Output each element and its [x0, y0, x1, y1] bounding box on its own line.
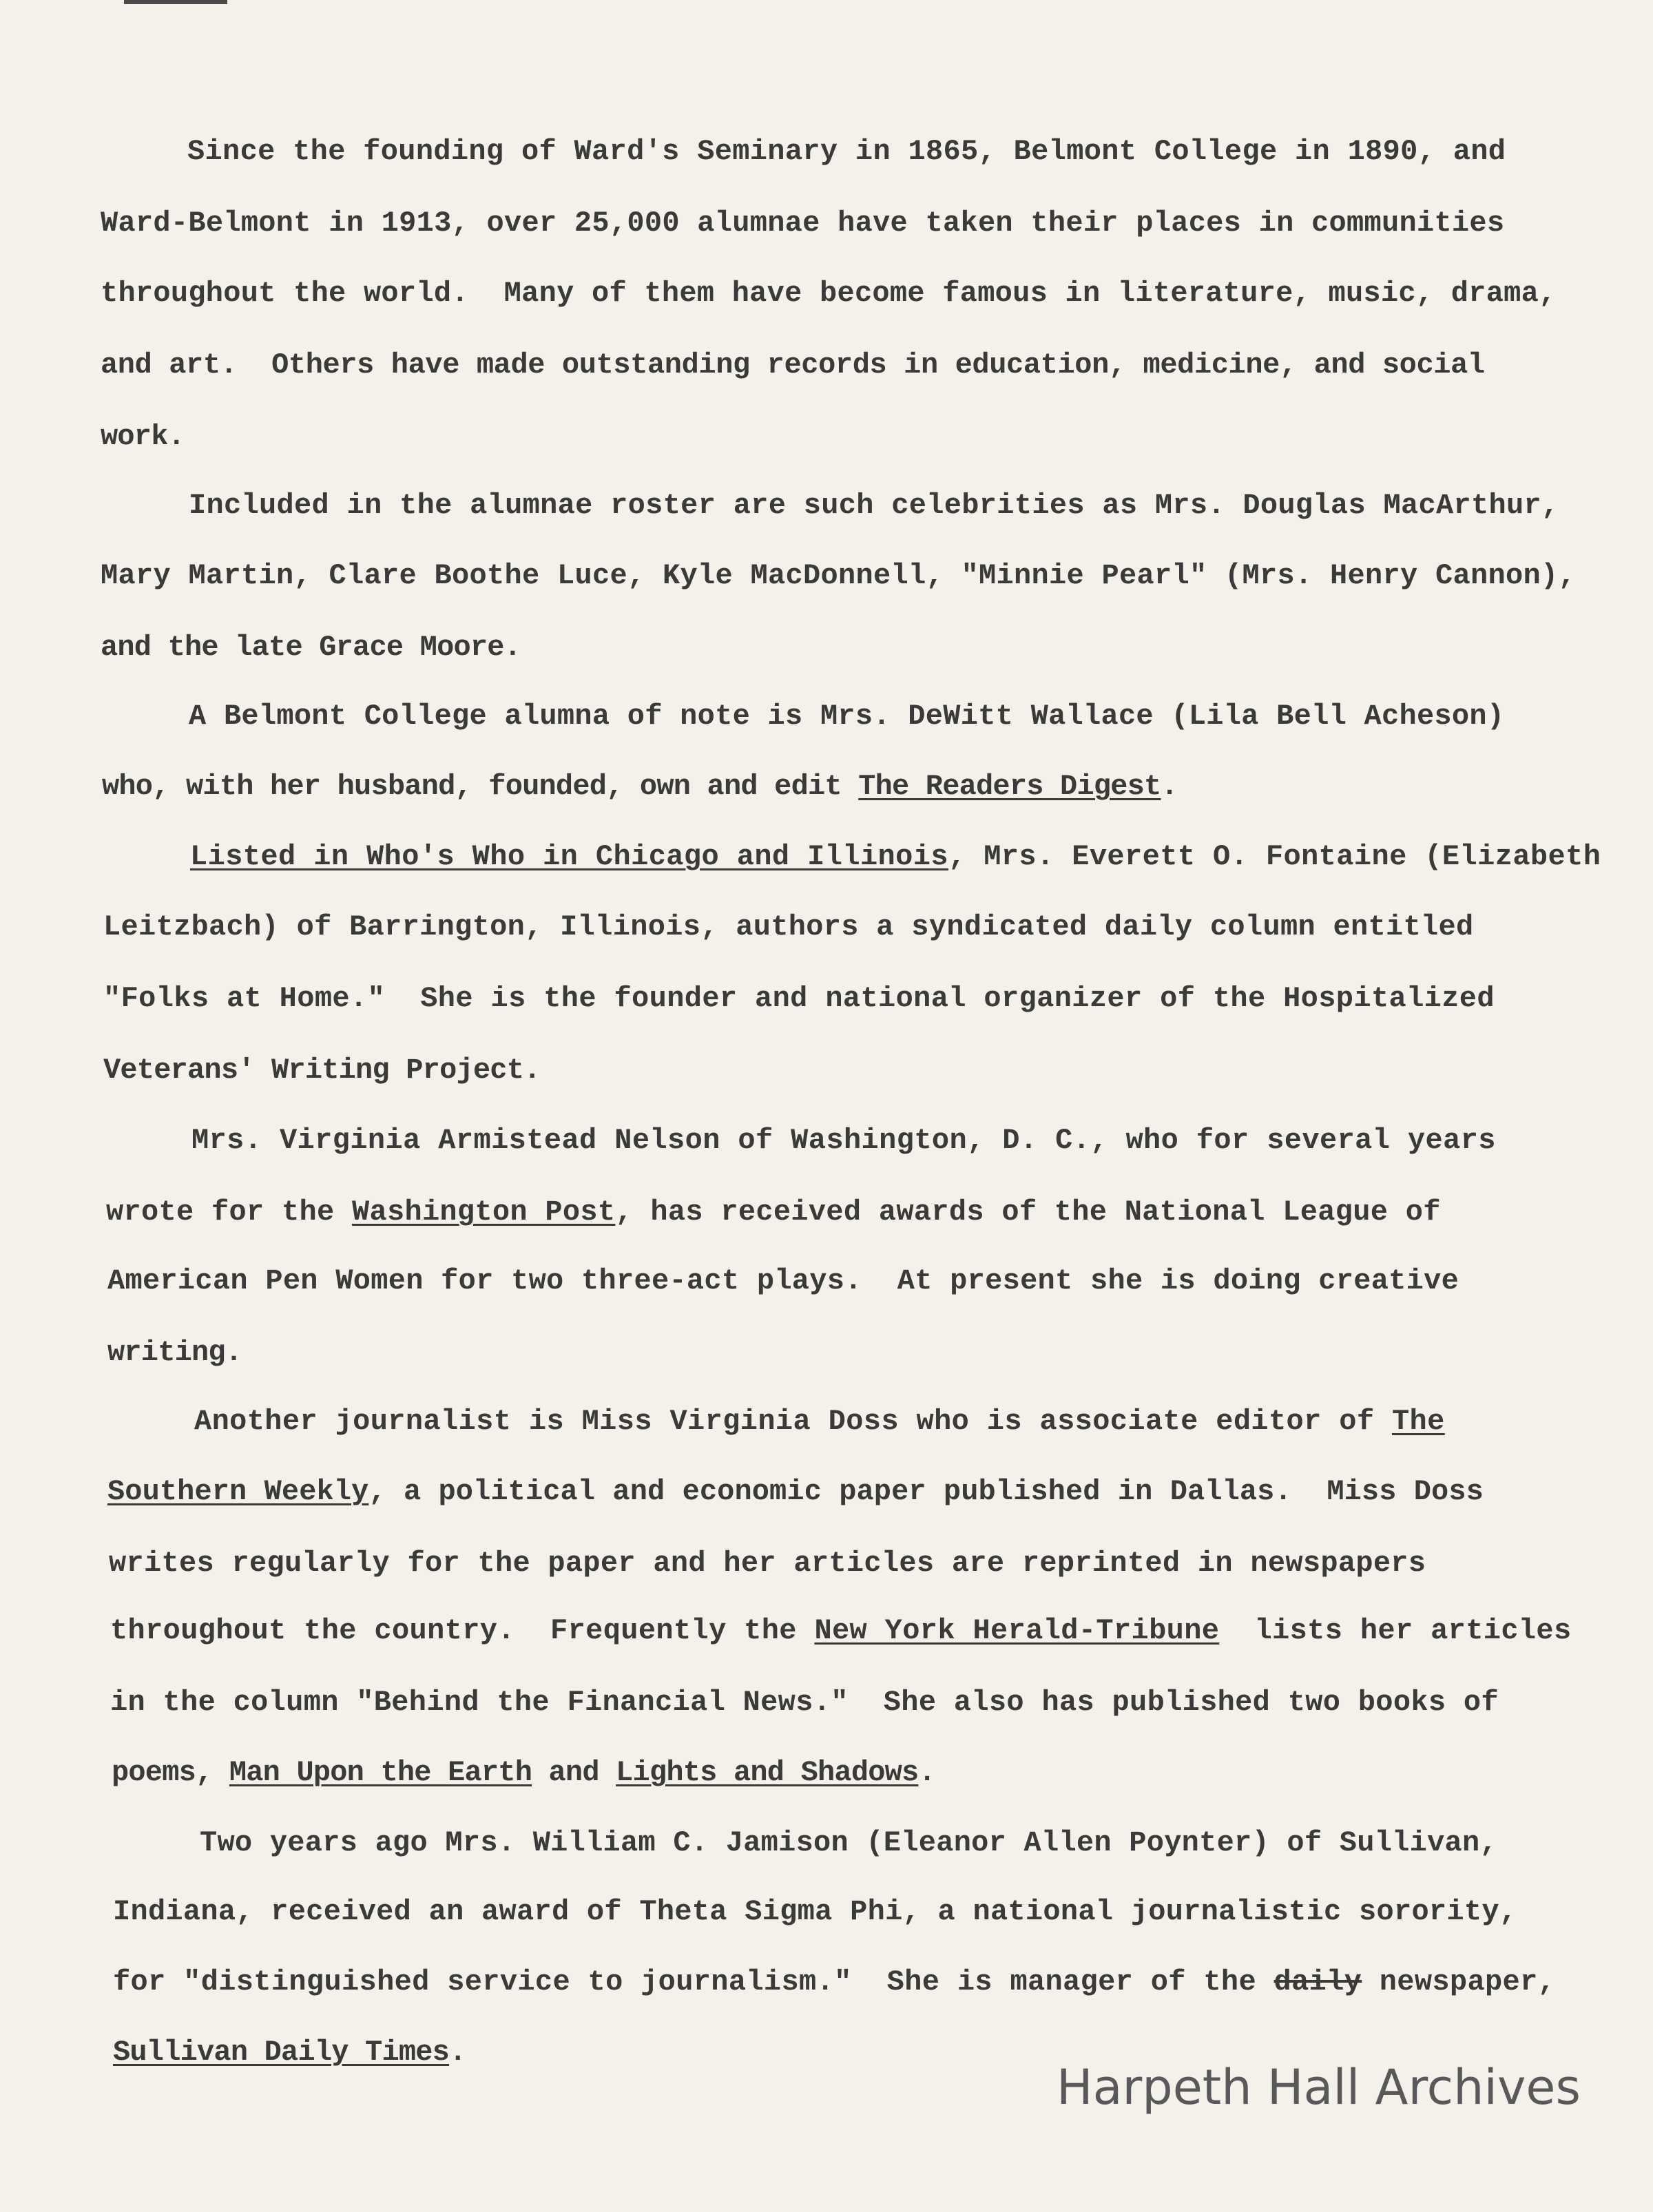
- struck-word: daily: [1273, 1965, 1362, 1999]
- text-line: [189, 700, 1504, 733]
- text-line: [101, 631, 521, 664]
- text-segment: wrote for the: [106, 1196, 352, 1229]
- text-line: [101, 559, 1576, 592]
- text-line: [102, 770, 1178, 803]
- text-segment: Mary Martin, Clare Boothe Luce, Kyle MacDonnell, "Minnie Pearl" (Mrs. Henry Cannon),: [101, 559, 1576, 592]
- text-line: [101, 420, 185, 453]
- text-segment: American Pen Women for two three-act plays. At present she is doing creative: [107, 1264, 1459, 1297]
- text-line: [101, 277, 1557, 310]
- underlined-title: Southern Weekly: [107, 1475, 369, 1508]
- text-segment: .: [1161, 770, 1178, 803]
- text-line: [106, 1196, 1441, 1229]
- underlined-title: Lights and Shadows: [616, 1756, 919, 1789]
- text-segment: who, with her husband, founded, own and edit: [102, 770, 859, 803]
- text-segment: Another journalist is Miss Virginia Doss who is associate editor of: [194, 1405, 1392, 1438]
- text-segment: and art. Others have made outstanding records in education, medicine, and social: [101, 348, 1485, 382]
- text-line: [194, 1405, 1445, 1438]
- text-line: [107, 1475, 1484, 1508]
- text-line: [113, 1965, 1555, 1999]
- text-line: [109, 1547, 1426, 1580]
- text-line: [103, 982, 1495, 1015]
- text-segment: Indiana, received an award of Theta Sigma Phi, a national journalistic sorority,: [113, 1895, 1517, 1928]
- text-segment: in the column "Behind the Financial News." She also has published two books of: [110, 1686, 1499, 1719]
- underlined-title: Man Upon the Earth: [229, 1756, 532, 1789]
- text-line: [110, 1686, 1499, 1719]
- text-segment: Leitzbach) of Barrington, Illinois, authors a syndicated daily column entitled: [103, 910, 1474, 943]
- text-segment: lists her articles: [1219, 1614, 1572, 1647]
- text-segment: Ward-Belmont in 1913, over 25,000 alumnae have taken their places in communities: [101, 207, 1505, 240]
- text-segment: newspaper,: [1362, 1965, 1556, 1999]
- text-line: [107, 1264, 1459, 1297]
- text-segment: throughout the world. Many of them have become famous in literature, music, drama,: [101, 277, 1557, 310]
- underlined-title: Listed in Who's Who in Chicago and Illinois: [190, 840, 948, 873]
- text-segment: , Mrs. Everett O. Fontaine (Elizabeth: [948, 840, 1601, 873]
- text-segment: for "distinguished service to journalism." She is manager of the: [113, 1965, 1274, 1999]
- text-line: [103, 910, 1474, 943]
- text-segment: Veterans' Writing Project.: [103, 1054, 541, 1087]
- text-segment: and the late Grace Moore.: [101, 631, 521, 664]
- text-segment: .: [918, 1756, 935, 1789]
- text-line: [112, 1756, 935, 1789]
- text-line: [113, 1895, 1517, 1928]
- text-segment: , a political and economic paper published in Dallas. Miss Doss: [368, 1475, 1484, 1508]
- text-segment: Since the founding of Ward's Seminary in 1865, Belmont College in 1890, and: [187, 135, 1506, 168]
- text-line: [190, 840, 1601, 873]
- text-segment: A Belmont College alumna of note is Mrs. DeWitt Wallace (Lila Bell Acheson): [189, 700, 1505, 733]
- text-line: [101, 207, 1504, 240]
- text-segment: Included in the alumnae roster are such celebrities as Mrs. Douglas MacArthur,: [189, 489, 1559, 522]
- text-segment: Two years ago Mrs. William C. Jamison (Eleanor Allen Poynter) of Sullivan,: [200, 1826, 1497, 1859]
- text-segment: writing.: [107, 1336, 242, 1369]
- text-segment: throughout the country. Frequently the: [110, 1614, 815, 1647]
- text-line: [107, 1336, 242, 1369]
- archive-watermark: Harpeth Hall Archives: [1057, 2059, 1581, 2116]
- text-segment: poems,: [112, 1756, 229, 1789]
- text-line: [103, 1054, 541, 1087]
- text-segment: .: [449, 2036, 466, 2069]
- text-segment: Mrs. Virginia Armistead Nelson of Washington, D. C., who for several years: [191, 1124, 1496, 1157]
- text-line: [189, 489, 1559, 522]
- underlined-title: The: [1391, 1405, 1445, 1438]
- underlined-title: New York Herald-Tribune: [814, 1614, 1220, 1647]
- underlined-title: Sullivan Daily Times: [113, 2036, 450, 2069]
- text-segment: , has received awards of the National League of: [615, 1196, 1441, 1229]
- text-line: [101, 348, 1485, 382]
- text-segment: work.: [101, 420, 185, 453]
- text-segment: and: [532, 1756, 616, 1789]
- text-segment: "Folks at Home." She is the founder and national organizer of the Hospitalized: [103, 982, 1495, 1015]
- text-segment: writes regularly for the paper and her articles are reprinted in newspapers: [109, 1547, 1426, 1580]
- text-line: [113, 2036, 466, 2069]
- underlined-title: Washington Post: [351, 1196, 616, 1229]
- text-line: [200, 1826, 1497, 1859]
- text-line: [187, 135, 1506, 168]
- text-line: [110, 1614, 1572, 1647]
- underlined-title: The Readers Digest: [858, 770, 1161, 803]
- text-line: [191, 1124, 1496, 1157]
- corner-mark: [124, 0, 227, 4]
